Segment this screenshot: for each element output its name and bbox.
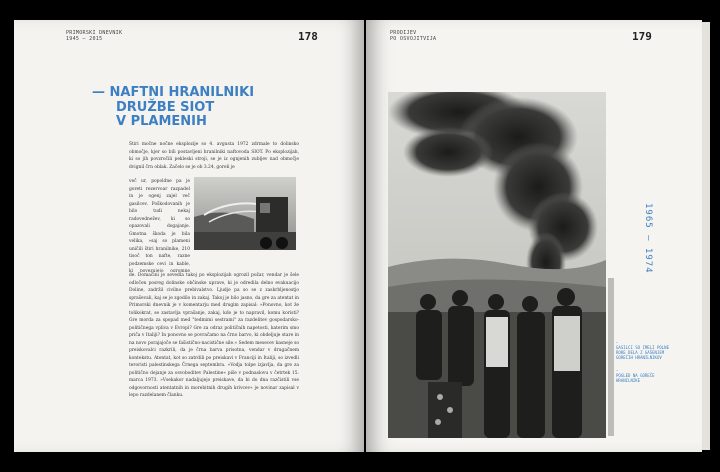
intro-paragraph — [129, 141, 299, 179]
running-head-line-2: PO OSVOJITVIJA — [390, 36, 437, 42]
title-line-2: DRUŽBE SIOT — [116, 99, 215, 115]
caption-b — [616, 368, 676, 383]
main-photo-burning-tanks — [388, 92, 606, 438]
body-text-main — [129, 272, 299, 436]
caption-b-text: POGLED NA GOREČE HRANILNIKE — [616, 373, 655, 383]
title-line-1: — NAFTNI HRANILNIKI — [92, 85, 255, 100]
running-head-line-1: PRODIJEV — [390, 30, 417, 36]
page-edge-stack — [702, 22, 710, 450]
right-running-head — [390, 30, 436, 42]
cropped-photo-edge — [608, 278, 614, 436]
running-head-line-1: PRIMORSKI DNEVNIK — [66, 30, 123, 36]
left-running-head — [66, 30, 122, 42]
caption-a-marker: ⁃ — [616, 340, 618, 345]
right-page-number: 179 — [632, 30, 652, 43]
inset-photo-firefighters — [194, 177, 296, 250]
caption-a-text: GASILCI SO IMELI POLNE ROKE DELA Z GAŠENJEM GOREČIH HRANILNIKOV — [616, 345, 669, 360]
left-page-number: 178 — [298, 30, 318, 43]
caption-b-marker: ⁃ — [616, 368, 618, 373]
body-text-paragraphs: de. Domačini je sevedla takoj po eksplozijah ogrozil požar, vendar je šele odločen posreg dolinske občinske uprave, ki je odredila delno evakuacijo Doline, zadržil civilno prebivalstvo. Ljudje pa so se z zaskrbljenostjo spraševali, kaj se je zgodilo in zakaj. Takoj je bilo jasno, da gre za atentat in Primorski dnevnik je v komentarju med drugim zapisal: »Ponovno, kot že tolikokrat, se zastavlja vprašanje, zakaj, kdo je to napravil, komu koristi? Gre morda za spopad med "tedmimi sestrami" za razdelitev gospodarsko-političnega vpliva v Evropi? Gre za odraz političnih napetosti, katerim smo priča v Italiji? In ponovno se povračamo na črno barvo, ki obdeljuje stare in na novo porajajoče se fašistično-nacistične sile.« Sedem mesecev kasneje so preiskovalci razkrili, da je črna barva prisotna, vendar v drugačnem kontekstu. Atentat, kot so zatrdili po preiskavi v Franciji in Italiji, so izvedli teroristi palestinskega Črnega septembra. »Vodja tolpe izjavlja, da gre za politično dejanje za osvoboditev Palestine« piše v podnaslovu v četrtek 15. marca 1973. »Vsekakor nadaljujejo preiskave, da bi do dna razčistili vse odgovornosti atentatnih in morebitnih drugih krivcev« je novinar zapisal v lepo razdelanem članku. — [129, 273, 299, 398]
article-title — [92, 86, 292, 130]
narrow-column — [129, 178, 190, 272]
intro-text: Štiri močne nočne eksplozije so 4. avgusta 1972 zdrmale to dolinsko območje, kjer so bili postavljeni hranilniki naftovoda SIOT. Po eksplozijah, ki so jih povzročili pekleski stroji, se je iz ognjenih zubljev nad območje dvignil črn oblak. Začelo se je ob 3.24, goreli je — [129, 142, 299, 170]
running-head-line-2: 1945 – 2015 — [66, 36, 103, 42]
narrow-column-text: več ur, popoldne pa je goreti rezervoar razpadel in je ogenj zajel več gasilcev. Poškodovanih je bilo tudi nekaj radovednežev, ki so opazovali dogajanje. Gmotna škoda je bila velika, »saj so plameni uničili štiri hranilnike, 210 tisoč ton nafte, razne podzemske cevi in kable, ki povezujejo ogromne — [129, 179, 190, 272]
caption-a — [616, 340, 676, 360]
era-vertical-label: 1965 — 1974 — [643, 203, 653, 274]
title-line-3: V PLAMENIH — [116, 114, 207, 129]
